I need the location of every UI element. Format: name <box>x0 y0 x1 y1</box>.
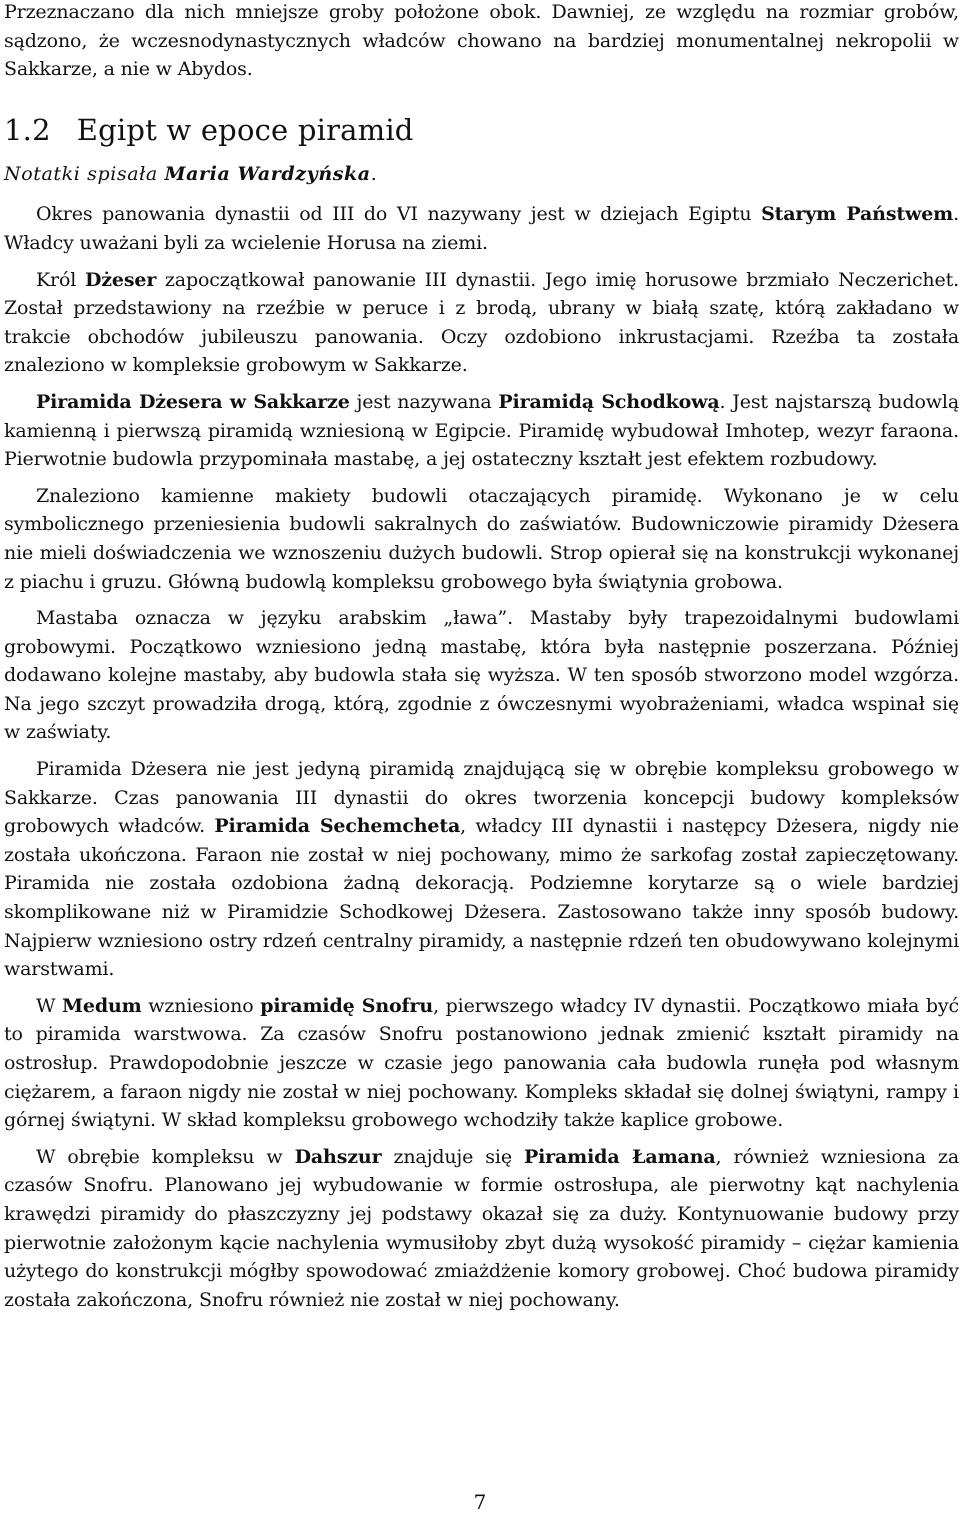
text-span: . Jest najstarszą budowlą kamienną i pierwszą piramidą wzniesioną w Egipcie. Piramidę wybudował Imhotep, wezyr faraona. Pierwotnie budowla przypominała mastabę, a jej ostateczny kształt jest efektem rozbudowy. <box>4 390 960 471</box>
section-number: 1.2 <box>4 112 51 147</box>
text-span: Król <box>36 268 85 291</box>
author-line: Notatki spisała Maria Wardzyńska. <box>4 162 378 185</box>
text-span: Znaleziono kamienne makiety budowli otaczających piramidę. Wykonano je w celu symbolicznego przeniesienia budowli sakralnych do zaświatów. Budowniczowie piramidy Dżesera nie mieli doświadczenia we wznoszeniu dużych budowli. Strop opierał się na konstrukcji wykonanej z piachu i gruzu. Główną budowlą kompleksu grobowego była świątynia grobowa. <box>4 484 959 593</box>
bold-term: Piramida Sechemcheta <box>214 815 461 838</box>
notes-prefix: Notatki spisała <box>4 162 158 185</box>
paragraph-djoser <box>4 266 959 380</box>
text-span: Piramida Dżesera nie jest jedyną piramidą znajdującą się w obrębie kompleksu grobowego w Sakkarze. Czas panowania III dynastii do okres tworzenia koncepcji budowy kompleksów grobowych władców. <box>4 758 959 838</box>
paragraph-old-kingdom <box>4 200 959 257</box>
paragraph-mastaba <box>4 604 959 747</box>
bold-term: Dahszur <box>294 1145 382 1168</box>
text-span: zapoczątkował panowanie III dynastii. Jego imię horusowe brzmiało Neczerichet. Został przedstawiony na rzeźbie w peruce i z brodą, ubrany w białą szatę, którą zakładano w trakcie obchodów jubileuszu panowania. Oczy ozdobiono inkrustacjami. Rzeźba ta została znaleziono w kompleksie grobowym w Sakkarze. <box>4 268 959 377</box>
text-span: W obrębie kompleksu w <box>36 1145 295 1168</box>
bold-term: Starym Państwem <box>761 203 954 226</box>
paragraph-dahshur <box>4 1143 959 1315</box>
bold-term: Dżeser <box>84 268 157 291</box>
bold-term: Piramidą Schodkową <box>498 390 720 413</box>
text-span: . Władcy uważani byli za wcielenie Horusa na ziemi. <box>4 203 959 254</box>
text-span: W <box>36 994 63 1017</box>
paragraph-models <box>4 482 959 596</box>
page-number: 7 <box>473 1490 487 1514</box>
bold-term: Piramida Łamana <box>523 1145 716 1168</box>
paragraph-step-pyramid <box>4 388 959 474</box>
paragraph-sekhemkhet <box>4 755 959 984</box>
text-span: , również wzniesiona za czasów Snofru. Planowano jej wybudowanie w formie ostrosłupa, ale pierwotny kąt nachylenia krawędzi piramidy do płaszczyzny jej podstawy okazał się za duży. Kontynuowanie budowy przy pierwotnie założonym kącie nachylenia wymusiłoby zbyt dużą wysokość piramidy – ciężar kamienia użytego do konstrukcji mógłby spowodować zmiażdżenie komory grobowej. Choć budowa piramidy została zakończona, Snofru również nie został w niej pochowany. <box>4 1145 960 1311</box>
section-heading <box>4 112 959 148</box>
paragraph-meidum <box>4 992 959 1135</box>
text-span: wzniesiono <box>141 994 261 1017</box>
intro-text: Przeznaczano dla nich mniejsze groby położone obok. Dawniej, ze względu na rozmiar grobów, sądzono, że wczesnodynastycznych władców chowano na bardziej monumentalnej nekropolii w Sakkarze, a nie w Abydos. <box>4 1 959 81</box>
text-span: , pierwszego władcy IV dynastii. Początkowo miała być to piramida warstwowa. Za czasów Snofru postanowiono jednak zmienić kształt piramidy na ostrosłup. Prawdopodobnie jeszcze w czasie jego panowania cała budowla runęła pod własnym ciężarem, a faraon nigdy nie został w niej pochowany. Kompleks składał się dolnej świątyni, rampy i górnej świątyni. W skład kompleksu grobowego wchodziły także kaplice grobowe. <box>4 994 959 1132</box>
text-span: znajduje się <box>381 1145 524 1168</box>
text-span: jest nazywana <box>349 390 499 413</box>
intro-paragraph <box>4 0 959 84</box>
author-name: Maria Wardzyńska <box>164 162 371 185</box>
section-title: Egipt w epoce piramid <box>76 112 414 147</box>
bold-term: piramidę Snofru <box>260 994 434 1017</box>
text-span: , władcy III dynastii i następcy Dżesera, nigdy nie została ukończona. Faraon nie został w niej pochowany, mimo że sarkofag został zapieczętowany. Piramida nie została ozdobiona żadną dekoracją. Podziemne korytarze są o wiele bardziej skomplikowane niż w Piramidzie Schodkowej Dżesera. Zastosowano także inny sposób budowy. Najpierw wzniesiono ostry rdzeń centralny piramidy, a następnie rdzeń ten obudowywano kolejnymi warstwami. <box>4 815 959 981</box>
bold-term: Medum <box>62 994 142 1017</box>
bold-term: Piramida Dżesera w Sakkarze <box>36 390 350 413</box>
text-span: Okres panowania dynastii od III do VI nazywany jest w dziejach Egiptu <box>36 203 762 226</box>
text-body <box>4 0 959 1322</box>
text-span: Mastaba oznacza w języku arabskim „ława”. Mastaby były trapezoidalnymi budowlami grobowymi. Początkowo wzniesiono jedną mastabę, która była następnie poszerzana. Później dodawano kolejne mastaby, aby budowla stała się wyższa. W ten sposób stworzono model wzgórza. Na jego szczyt prowadziła drogą, którą, zgodnie z ówczesnymi wyobrażeniami, władca wspinał się w zaświaty. <box>4 607 959 744</box>
